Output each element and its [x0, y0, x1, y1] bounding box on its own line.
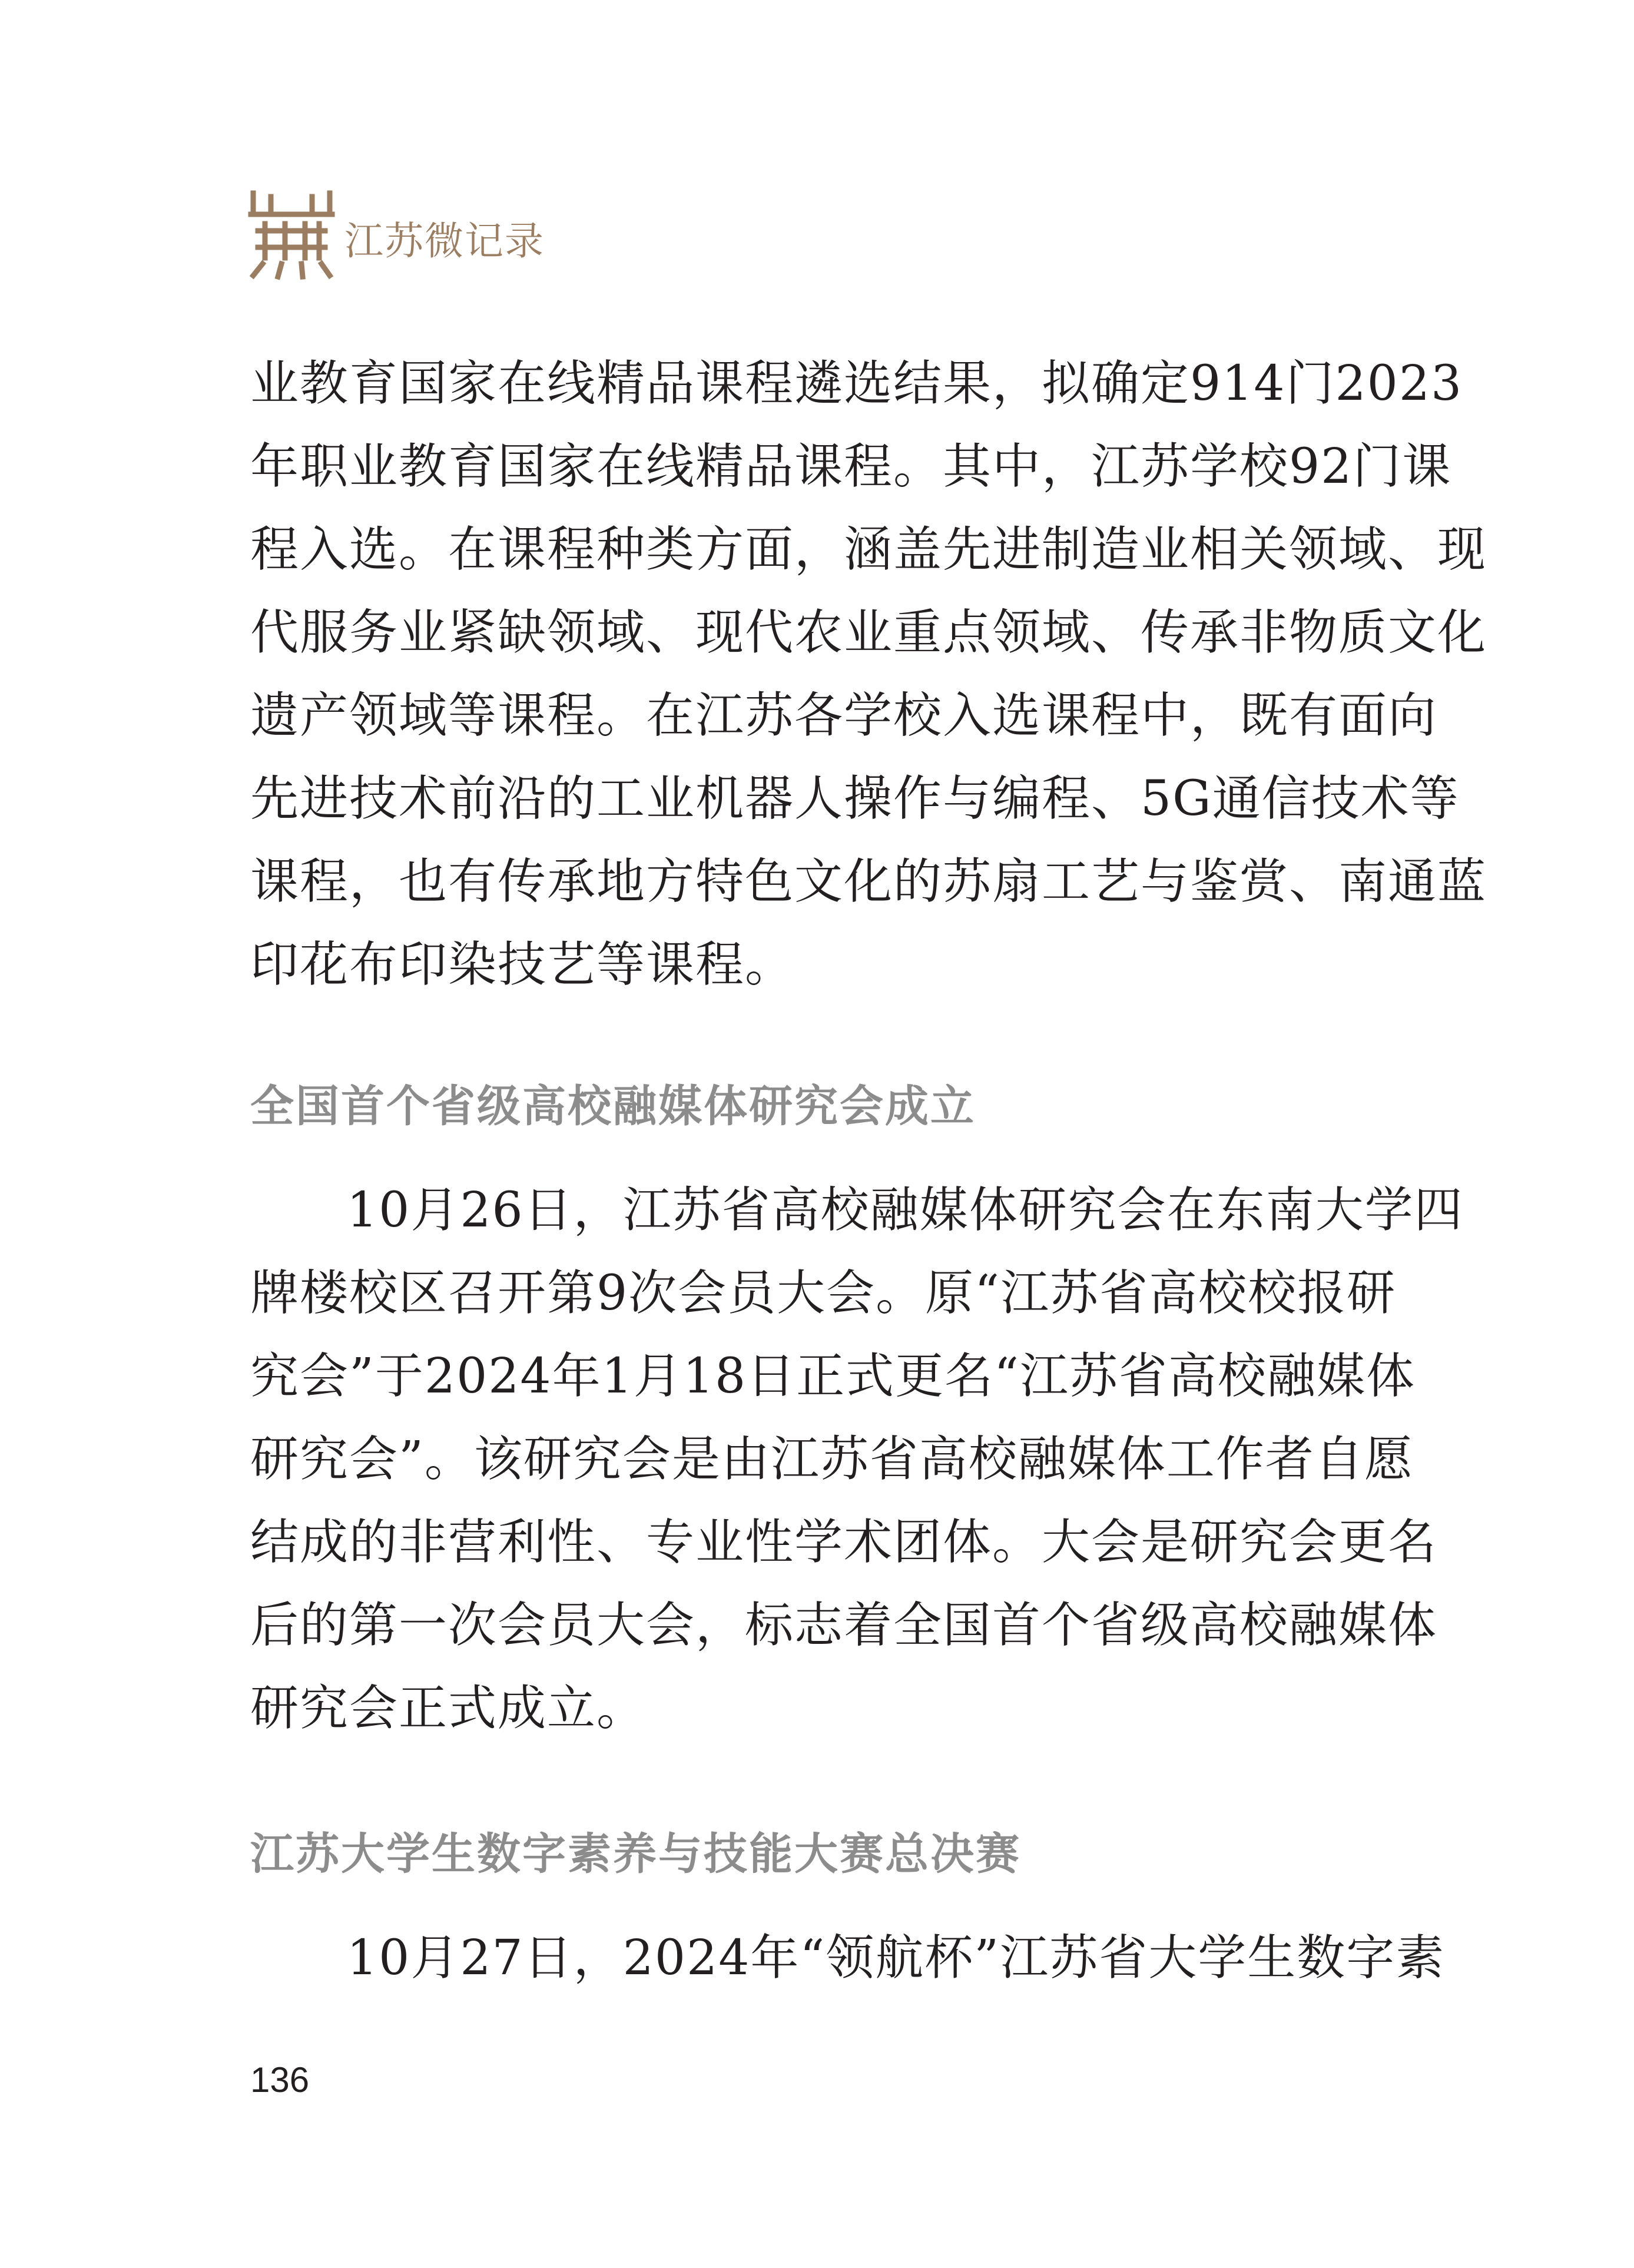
- text-line: 牌楼校区召开第9次会员大会。原“江苏省高校校报研: [250, 1265, 1397, 1321]
- paragraph-media-society: [250, 1169, 1464, 1750]
- paragraph: [250, 342, 1487, 1006]
- section-heading: 江苏大学生数字素养与技能大赛总决赛: [250, 1829, 1021, 1879]
- section-heading: 全国首个省级高校融媒体研究会成立: [250, 1081, 976, 1132]
- paragraph: [250, 1169, 1464, 1750]
- text-line: 业教育国家在线精品课程遴选结果，拟确定914门2023: [250, 356, 1463, 412]
- text-line: 10月26日，江苏省高校融媒体研究会在东南大学四: [347, 1182, 1464, 1238]
- paragraph-digital-contest: [250, 1916, 1446, 2000]
- text-line: 结成的非营利性、专业性学术团体。大会是研究会更名: [250, 1514, 1438, 1570]
- text-line: 研究会正式成立。: [250, 1680, 647, 1736]
- text-line: 课程，也有传承地方特色文化的苏扇工艺与鉴赏、南通蓝: [250, 854, 1487, 910]
- text-line: 先进技术前沿的工业机器人操作与编程、5G通信技术等: [250, 771, 1460, 827]
- text-line: 印花布印染技艺等课程。: [250, 937, 795, 993]
- text-line: 研究会”。该研究会是由江苏省高校融媒体工作者自愿: [250, 1431, 1414, 1487]
- text-line: 程入选。在课程种类方面，涵盖先进制造业相关领域、现: [250, 522, 1487, 578]
- paragraph: [250, 1916, 1446, 2000]
- text-line: 10月27日，2024年“领航杯”江苏省大学生数字素: [347, 1930, 1446, 1986]
- text-line: 代服务业紧缺领域、现代农业重点领域、传承非物质文化: [250, 605, 1487, 661]
- text-line: 年职业教育国家在线精品课程。其中，江苏学校92门课: [250, 439, 1452, 495]
- page-number: 136: [250, 2060, 310, 2100]
- text-line: 究会”于2024年1月18日正式更名“江苏省高校融媒体: [250, 1348, 1416, 1404]
- header-title: 江苏微记录: [344, 218, 545, 264]
- text-line: 后的第一次会员大会，标志着全国首个省级高校融媒体: [250, 1597, 1438, 1653]
- jiangsu-seal-icon: [247, 188, 336, 283]
- paragraph-courses: [250, 342, 1487, 1006]
- text-line: 遗产领域等课程。在江苏各学校入选课程中，既有面向: [250, 688, 1438, 744]
